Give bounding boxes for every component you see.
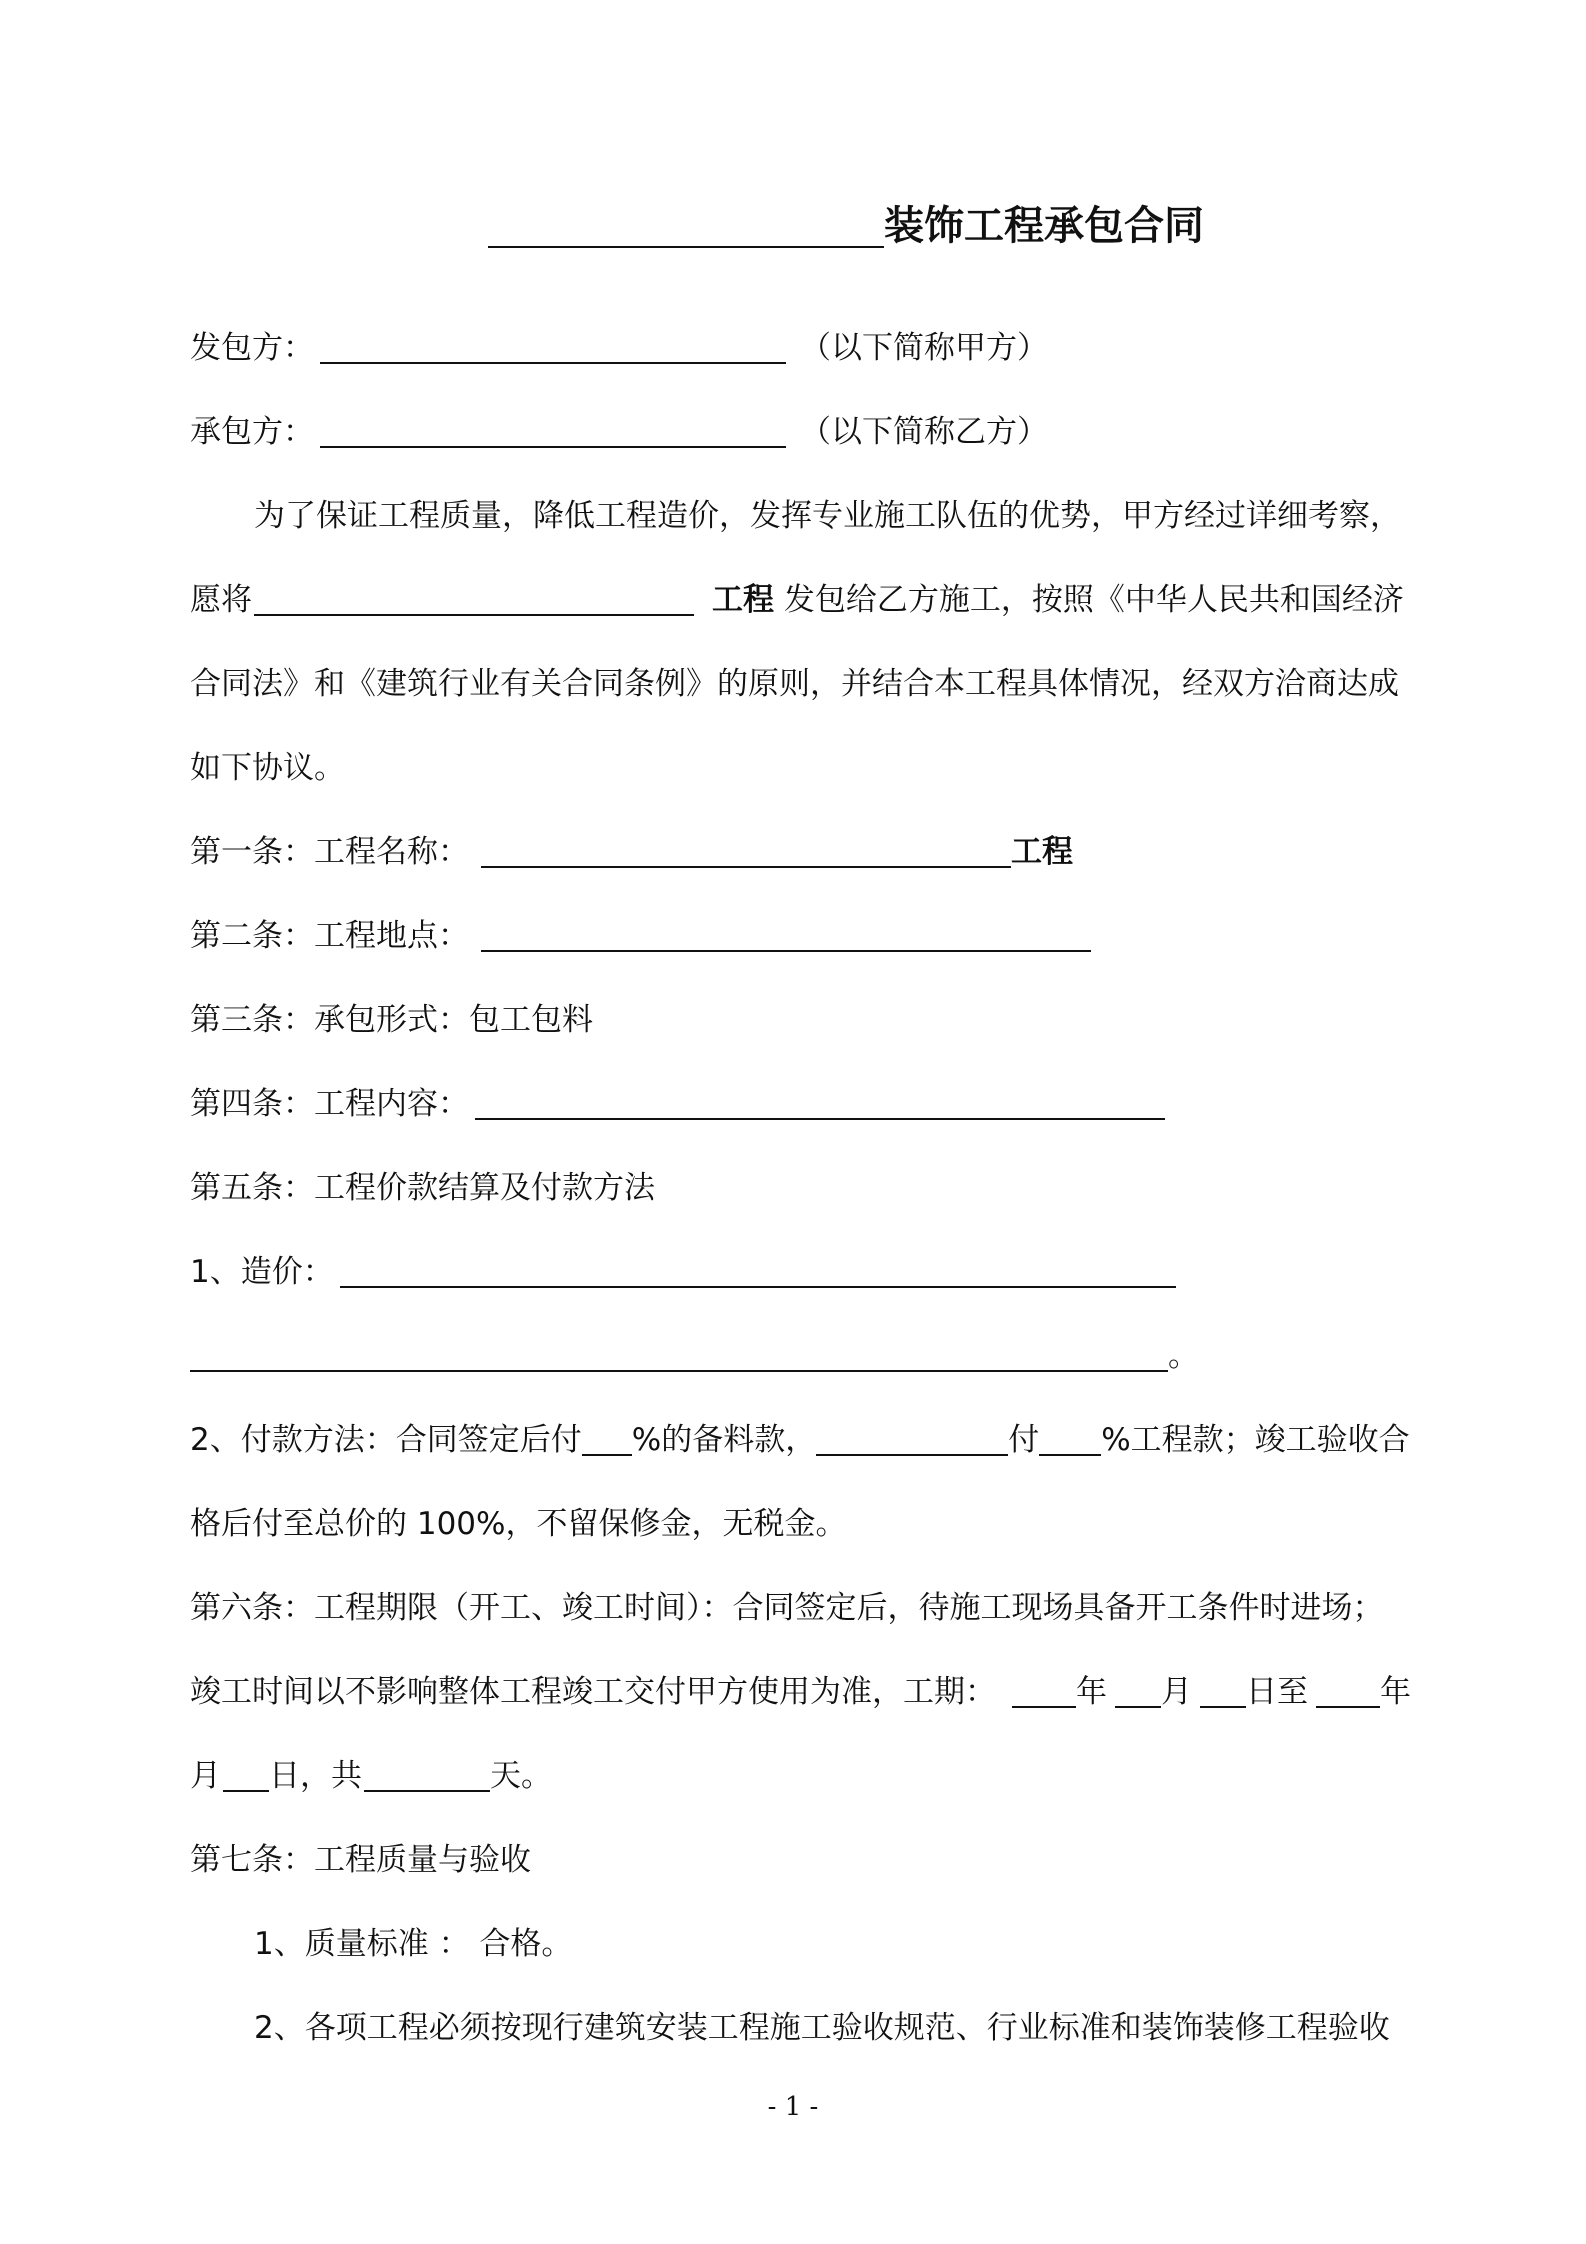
page-number: - 1 - <box>767 2092 819 2122</box>
party-b-blank[interactable] <box>320 414 786 448</box>
article-1-blank[interactable] <box>481 834 1011 868</box>
article-3: 第三条：承包形式：包工包料 <box>190 1002 593 1038</box>
start-month-blank[interactable] <box>1115 1674 1161 1708</box>
end-day-label: 日，共 <box>269 1758 362 1794</box>
article-1-suffix: 工程 <box>1011 834 1073 870</box>
article-2-label: 第二条：工程地点： <box>190 918 469 954</box>
article-4-blank[interactable] <box>475 1086 1165 1120</box>
start-year-blank[interactable] <box>1012 1674 1076 1708</box>
intro-line-2 <box>190 578 1404 622</box>
end-day-blank[interactable] <box>223 1758 269 1792</box>
payment-text-d: %工程款；竣工验收合 <box>1101 1422 1410 1458</box>
article-5-1-label: 1、造价： <box>190 1254 334 1290</box>
article-2 <box>190 914 1091 958</box>
payment-text-c: 付 <box>1008 1422 1040 1458</box>
start-month-label: 月 <box>1161 1674 1192 1710</box>
price-blank-2[interactable] <box>190 1338 1168 1372</box>
end-year-label: 年 <box>1380 1674 1411 1710</box>
total-days-label: 天。 <box>490 1758 552 1794</box>
deposit-percent-blank[interactable] <box>582 1422 632 1456</box>
article-5: 第五条：工程价款结算及付款方法 <box>190 1170 655 1206</box>
article-4 <box>190 1082 1165 1126</box>
intro-line-1: 为了保证工程质量，降低工程造价，发挥专业施工队伍的优势，甲方经过详细考察， <box>254 498 1401 534</box>
party-b-label: 承包方： <box>190 414 314 450</box>
article-5-1-end: 。 <box>1168 1338 1199 1374</box>
article-7-1: 1、质量标准 ： 合格。 <box>254 1926 573 1962</box>
intro-line-2-suffix: 发包给乙方施工，按照《中华人民共和国经济 <box>774 582 1404 618</box>
intro-line-4: 如下协议。 <box>190 750 345 786</box>
article-7-2: 2、各项工程必须按现行建筑安装工程施工验收规范、行业标准和装饰装修工程验收 <box>254 2010 1390 2046</box>
article-5-2 <box>190 1418 1410 1462</box>
article-6-line-1: 第六条：工程期限（开工、竣工时间）：合同签定后，待施工现场具备开工条件时进场； <box>190 1590 1384 1626</box>
article-1 <box>190 830 1073 874</box>
title-blank[interactable] <box>488 246 884 248</box>
article-5-1 <box>190 1250 1176 1294</box>
article-7: 第七条：工程质量与验收 <box>190 1842 531 1878</box>
party-a-row <box>190 326 1048 370</box>
payment-text-a: 2、付款方法：合同签定后付 <box>190 1422 582 1458</box>
payment-stage-blank[interactable] <box>816 1422 1008 1456</box>
start-day-label: 日至 <box>1246 1674 1308 1710</box>
party-b-note: （以下简称乙方） <box>800 414 1048 450</box>
project-name-blank[interactable] <box>254 582 694 616</box>
article-6-line-3 <box>190 1754 552 1798</box>
article-6-line-2 <box>190 1670 1411 1714</box>
article-2-blank[interactable] <box>481 918 1091 952</box>
price-blank-1[interactable] <box>340 1254 1176 1288</box>
party-a-note: （以下简称甲方） <box>800 330 1048 366</box>
article-5-1-cont <box>190 1334 1199 1378</box>
intro-project-word: 工程 <box>712 582 774 618</box>
title-text: 装饰工程承包合同 <box>884 203 1204 249</box>
intro-line-2-prefix: 愿将 <box>190 582 252 618</box>
article-4-label: 第四条：工程内容： <box>190 1086 469 1122</box>
article-6-line-2-text: 竣工时间以不影响整体工程竣工交付甲方使用为准，工期： <box>190 1674 996 1710</box>
party-a-blank[interactable] <box>320 330 786 364</box>
progress-percent-blank[interactable] <box>1039 1422 1101 1456</box>
intro-line-3: 合同法》和《建筑行业有关合同条例》的原则，并结合本工程具体情况，经双方洽商达成 <box>190 666 1399 702</box>
article-1-label: 第一条：工程名称： <box>190 834 469 870</box>
article-5-2-cont: 格后付至总价的 100%，不留保修金，无税金。 <box>190 1506 847 1542</box>
total-days-blank[interactable] <box>364 1758 490 1792</box>
end-year-blank[interactable] <box>1316 1674 1380 1708</box>
payment-text-b: %的备料款， <box>631 1422 817 1458</box>
end-month-label: 月 <box>190 1758 221 1794</box>
party-b-row <box>190 410 1048 454</box>
start-day-blank[interactable] <box>1200 1674 1246 1708</box>
start-year-label: 年 <box>1076 1674 1107 1710</box>
party-a-label: 发包方： <box>190 330 314 366</box>
